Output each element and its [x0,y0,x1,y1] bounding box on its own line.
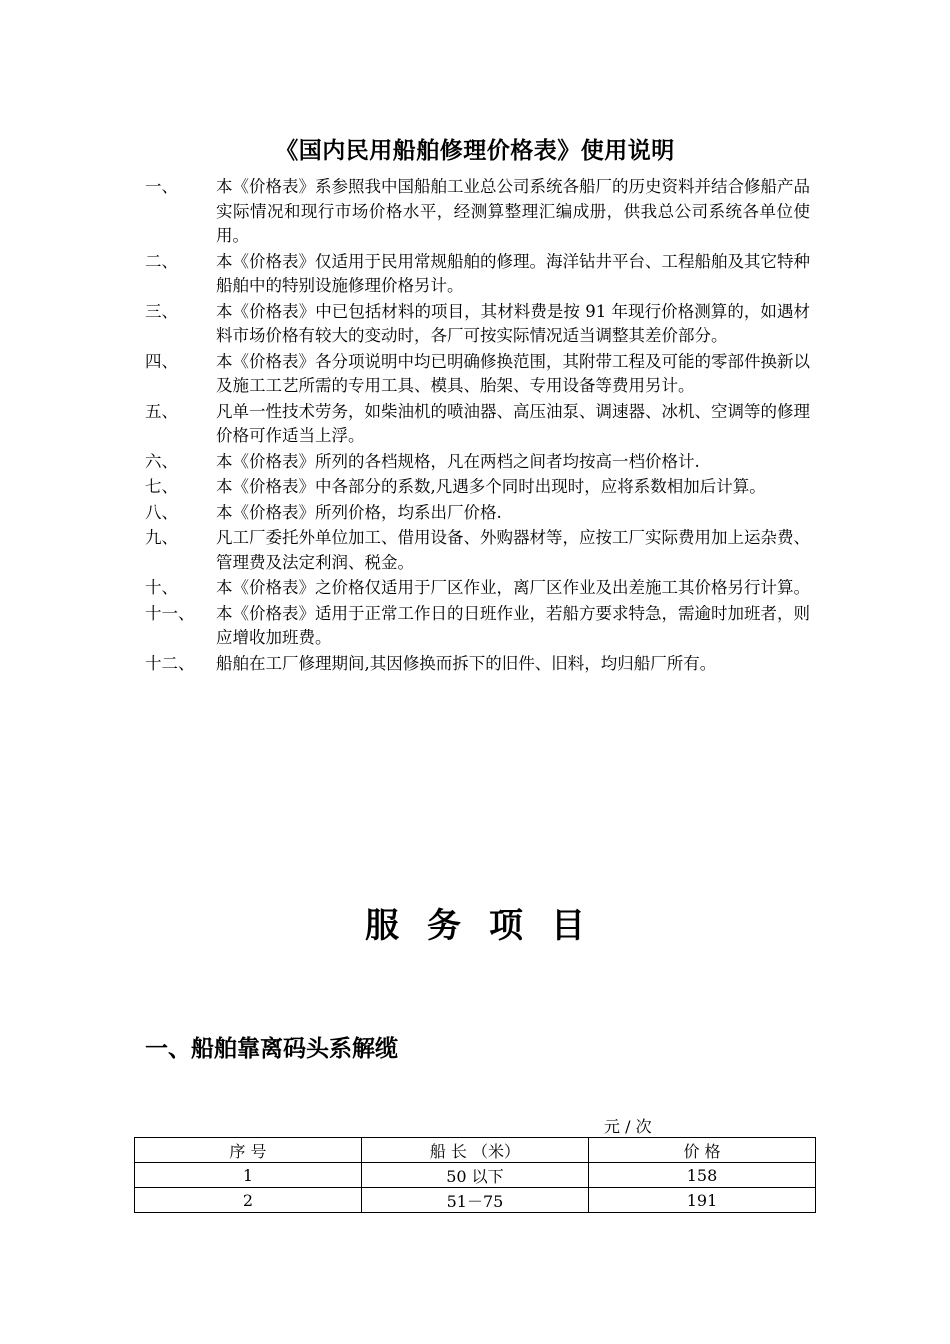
note-number: 十二、 [145,653,195,673]
note-number: 四、 [145,351,178,371]
note-item [145,526,810,575]
column-header-serial: 序 号 [135,1138,362,1163]
note-text: 本《价格表》各分项说明中均已明确修换范围，其附带工程及可能的零部件换新以及施工工艺所需的专用工具、模具、胎架、专用设备等费用另计。 [216,351,810,395]
note-text: 凡工厂委托外单位加工、借用设备、外购器材等，应按工厂实际费用加上运杂费、管理费及法定利润、税金。 [216,528,810,572]
note-text: 本《价格表》之价格仅适用于厂区作业，离厂区作业及出差施工其价格另行计算。 [216,578,810,597]
note-item [145,450,810,475]
note-item [145,350,810,399]
table-cell: 1 [135,1163,362,1188]
note-item [145,300,810,349]
note-number: 五、 [145,401,178,421]
note-text: 本《价格表》中各部分的系数,凡遇多个同时出现时，应将系数相加后计算。 [216,477,766,496]
note-number: 八、 [145,502,178,522]
note-item [145,475,810,500]
note-text: 本《价格表》适用于正常工作日的日班作业，若船方要求特急，需逾时加班者，则应增收加班费。 [216,603,810,647]
note-item [145,501,810,526]
note-text: 本《价格表》系参照我中国船舶工业总公司系统各船厂的历史资料并结合修船产品实际情况和现行市场价格水平，经测算整理汇编成册，供我总公司系统各单位使用。 [216,177,810,245]
note-item [145,175,810,249]
table-row [135,1163,816,1188]
column-header-price: 价 格 [588,1138,815,1163]
note-text: 船舶在工厂修理期间,其因修换而拆下的旧件、旧料，均归船厂所有。 [216,653,717,673]
table-cell: 158 [588,1163,815,1188]
note-item [145,652,810,677]
note-number: 九、 [145,528,178,547]
note-text: 本《价格表》仅适用于民用常规船舶的修理。海洋钻井平台、工程船舶及其它特种船舶中的特别设施修理价格另计。 [216,251,810,295]
table-cell: 2 [135,1188,362,1213]
mooring-price-table [134,1137,816,1213]
table-cell: 50 以下 [361,1163,588,1188]
table-cell: 191 [588,1188,815,1213]
note-item [145,250,810,299]
note-number: 二、 [145,251,178,271]
note-text: 本《价格表》中已包括材料的项目，其材料费是按 91 年现行价格测算的，如遇材料市场价格有较大的变动时，各厂可按实际情况适当调整其差价部分。 [216,301,810,345]
note-text: 本《价格表》所列价格，均系出厂价格. [216,502,502,522]
note-item [145,400,810,449]
note-item [145,576,810,601]
note-number: 十、 [145,578,178,597]
note-text: 本《价格表》所列的各档规格，凡在两档之间者均按高一档价格计. [216,451,700,471]
table-row [135,1188,816,1213]
usage-notes-list [145,175,810,677]
note-text: 凡单一性技术劳务，如柴油机的喷油器、高压油泵、调速器、冰机、空调等的修理价格可作适当上浮。 [216,401,810,445]
price-unit-label: 元 / 次 [604,1117,652,1136]
table-cell: 51－75 [361,1188,588,1213]
page-title: 《国内民用船舶修理价格表》使用说明 [275,137,675,164]
service-items-title: 服务项目 [365,906,613,946]
note-number: 十一、 [145,603,195,623]
note-number: 六、 [145,451,178,471]
note-number: 一、 [145,177,178,196]
note-number: 七、 [145,477,178,496]
column-header-ship-length: 船 长 （米） [361,1138,588,1163]
section-heading: 一、船舶靠离码头系解缆 [145,1035,398,1062]
note-number: 三、 [145,301,178,321]
table-header-row [135,1138,816,1163]
note-item [145,602,810,651]
